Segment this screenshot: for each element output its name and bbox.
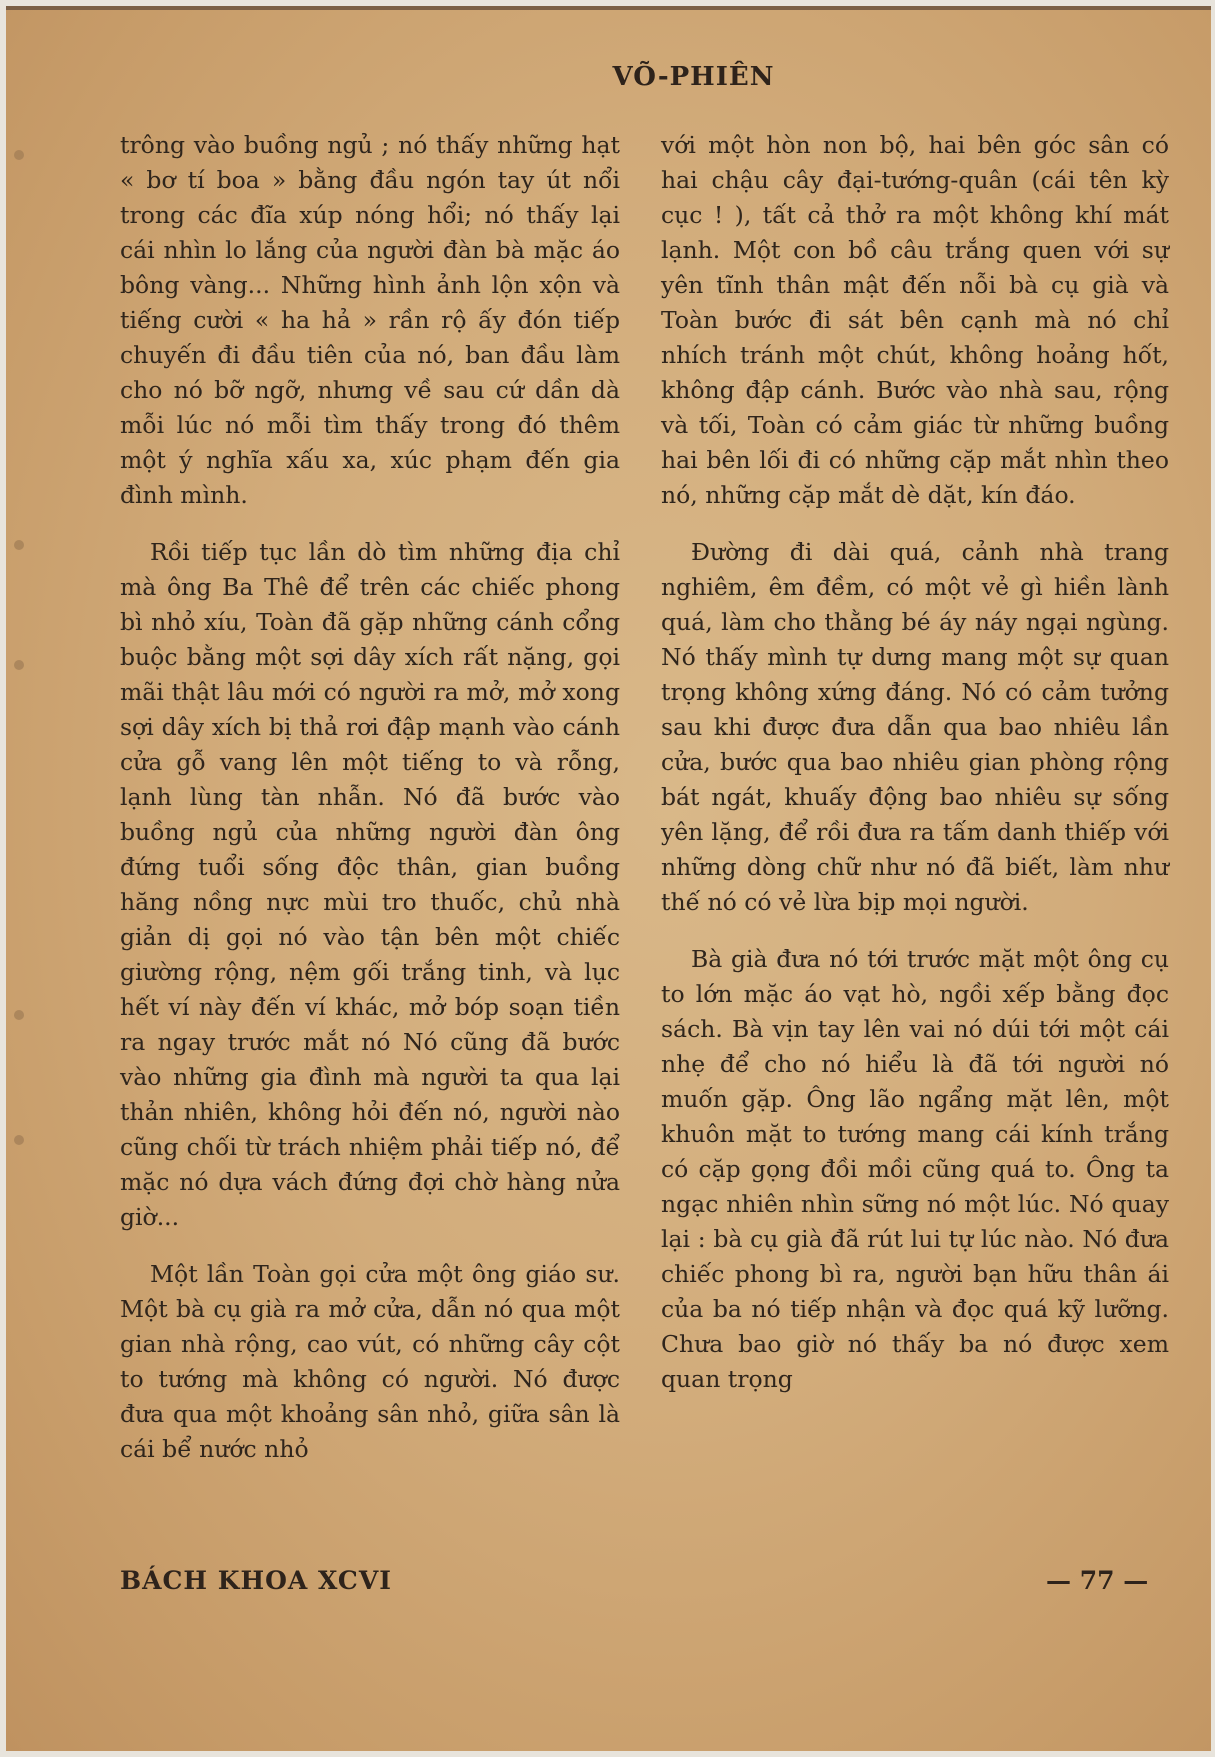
publication-name: BÁCH KHOA XCVI [120, 1566, 392, 1595]
paragraph: Đường đi dài quá, cảnh nhà trang nghiêm, êm đềm, có một vẻ gì hiền lành quá, làm cho thằng bé áy náy ngại ngùng. Nó thấy mình tự dưng mang một sự quan trọng không xứng đáng. Nó có cảm tưởng sau khi được đưa dẫn qua bao nhiêu lần cửa, bước qua bao nhiêu gian phòng rộng bát ngát, khuấy động bao nhiêu sự sống yên lặng, để rồi đưa ra tấm danh thiếp với những dòng chữ như nó đã biết, làm như thế nó có vẻ lừa bịp mọi người. [661, 538, 1169, 916]
paragraph: Rồi tiếp tục lần dò tìm những địa chỉ mà ông Ba Thê để trên các chiếc phong bì nhỏ xíu, Toàn đã gặp những cánh cổng buộc bằng một sợi dây xích rất nặng, gọi mãi thật lâu mới có người ra mở, mở xong sợi dây xích bị thả rơi đập mạnh vào cánh cửa gỗ vang lên một tiếng to và rỗng, lạnh lùng tàn nhẫn. Nó đã bước vào buồng ngủ của những người đàn ông đứng tuổi sống độc thân, gian buồng hăng nồng nực mùi tro thuốc, chủ nhà giản dị gọi nó vào tận bên một chiếc giường rộng, nệm gối trắng tinh, và lục hết ví này đến ví khác, mở bóp soạn tiền ra ngay trước mắt nó Nó cũng đã bước vào những gia đình mà người ta qua lại thản nhiên, không hỏi đến nó, người nào cũng chối từ trách nhiệm phải tiếp nó, để mặc nó dựa vách đứng đợi chờ hàng nửa giờ... [120, 538, 620, 1231]
paper-stain [14, 1010, 24, 1020]
right-column [661, 128, 1169, 1419]
magazine-page [6, 6, 1211, 1751]
paper-stain [14, 1135, 24, 1145]
paper-stain [14, 540, 24, 550]
running-header [6, 62, 1211, 92]
paragraph: Một lần Toàn gọi cửa một ông giáo sư. Một bà cụ già ra mở cửa, dẫn nó qua một gian nhà rộng, cao vút, có những cây cột to tướng mà không có người. Nó được đưa qua một khoảng sân nhỏ, giữa sân là cái bể nước nhỏ [120, 1260, 620, 1463]
paragraph: với một hòn non bộ, hai bên góc sân có hai chậu cây đại-tướng-quân (cái tên kỳ cục ! ), tất cả thở ra một không khí mát lạnh. Một con bồ câu trắng quen với sự yên tĩnh thân mật đến nỗi bà cụ già và Toàn bước đi sát bên cạnh mà nó chỉ nhích tránh một chút, không hoảng hốt, không đập cánh. Bước vào nhà sau, rộng và tối, Toàn có cảm giác từ những buồng hai bên lối đi có những cặp mắt nhìn theo nó, những cặp mắt dè dặt, kín đáo. [661, 131, 1169, 509]
paper-stain [14, 660, 24, 670]
page-number: — 77 — [1046, 1566, 1149, 1595]
paragraph: trông vào buồng ngủ ; nó thấy những hạt « bơ tí boa » bằng đầu ngón tay út nổi trong các đĩa xúp nóng hổi; nó thấy lại cái nhìn lo lắng của người đàn bà mặc áo bông vàng... Những hình ảnh lộn xộn và tiếng cười « ha hả » rần rộ ấy đón tiếp chuyến đi đầu tiên của nó, ban đầu làm cho nó bỡ ngỡ, nhưng về sau cứ dần dà mỗi lúc nó mỗi tìm thấy trong đó thêm một ý nghĩa xấu xa, xúc phạm đến gia đình mình. [120, 131, 620, 509]
author-title: VÕ-PHIÊN [612, 62, 775, 92]
paper-stain [14, 150, 24, 160]
left-column [120, 128, 620, 1489]
paragraph: Bà già đưa nó tới trước mặt một ông cụ to lớn mặc áo vạt hò, ngồi xếp bằng đọc sách. Bà vịn tay lên vai nó dúi tới một cái nhẹ để cho nó hiểu là đã tới người nó muốn gặp. Ông lão ngẩng mặt lên, một khuôn mặt to tướng mang cái kính trắng có cặp gọng đồi mồi cũng quá to. Ông ta ngạc nhiên nhìn sững nó một lúc. Nó quay lại : bà cụ già đã rút lui tự lúc nào. Nó đưa chiếc phong bì ra, người bạn hữu thân ái của ba nó tiếp nhận và đọc quá kỹ lưỡng. Chưa bao giờ nó thấy ba nó được xem quan trọng [661, 945, 1169, 1393]
